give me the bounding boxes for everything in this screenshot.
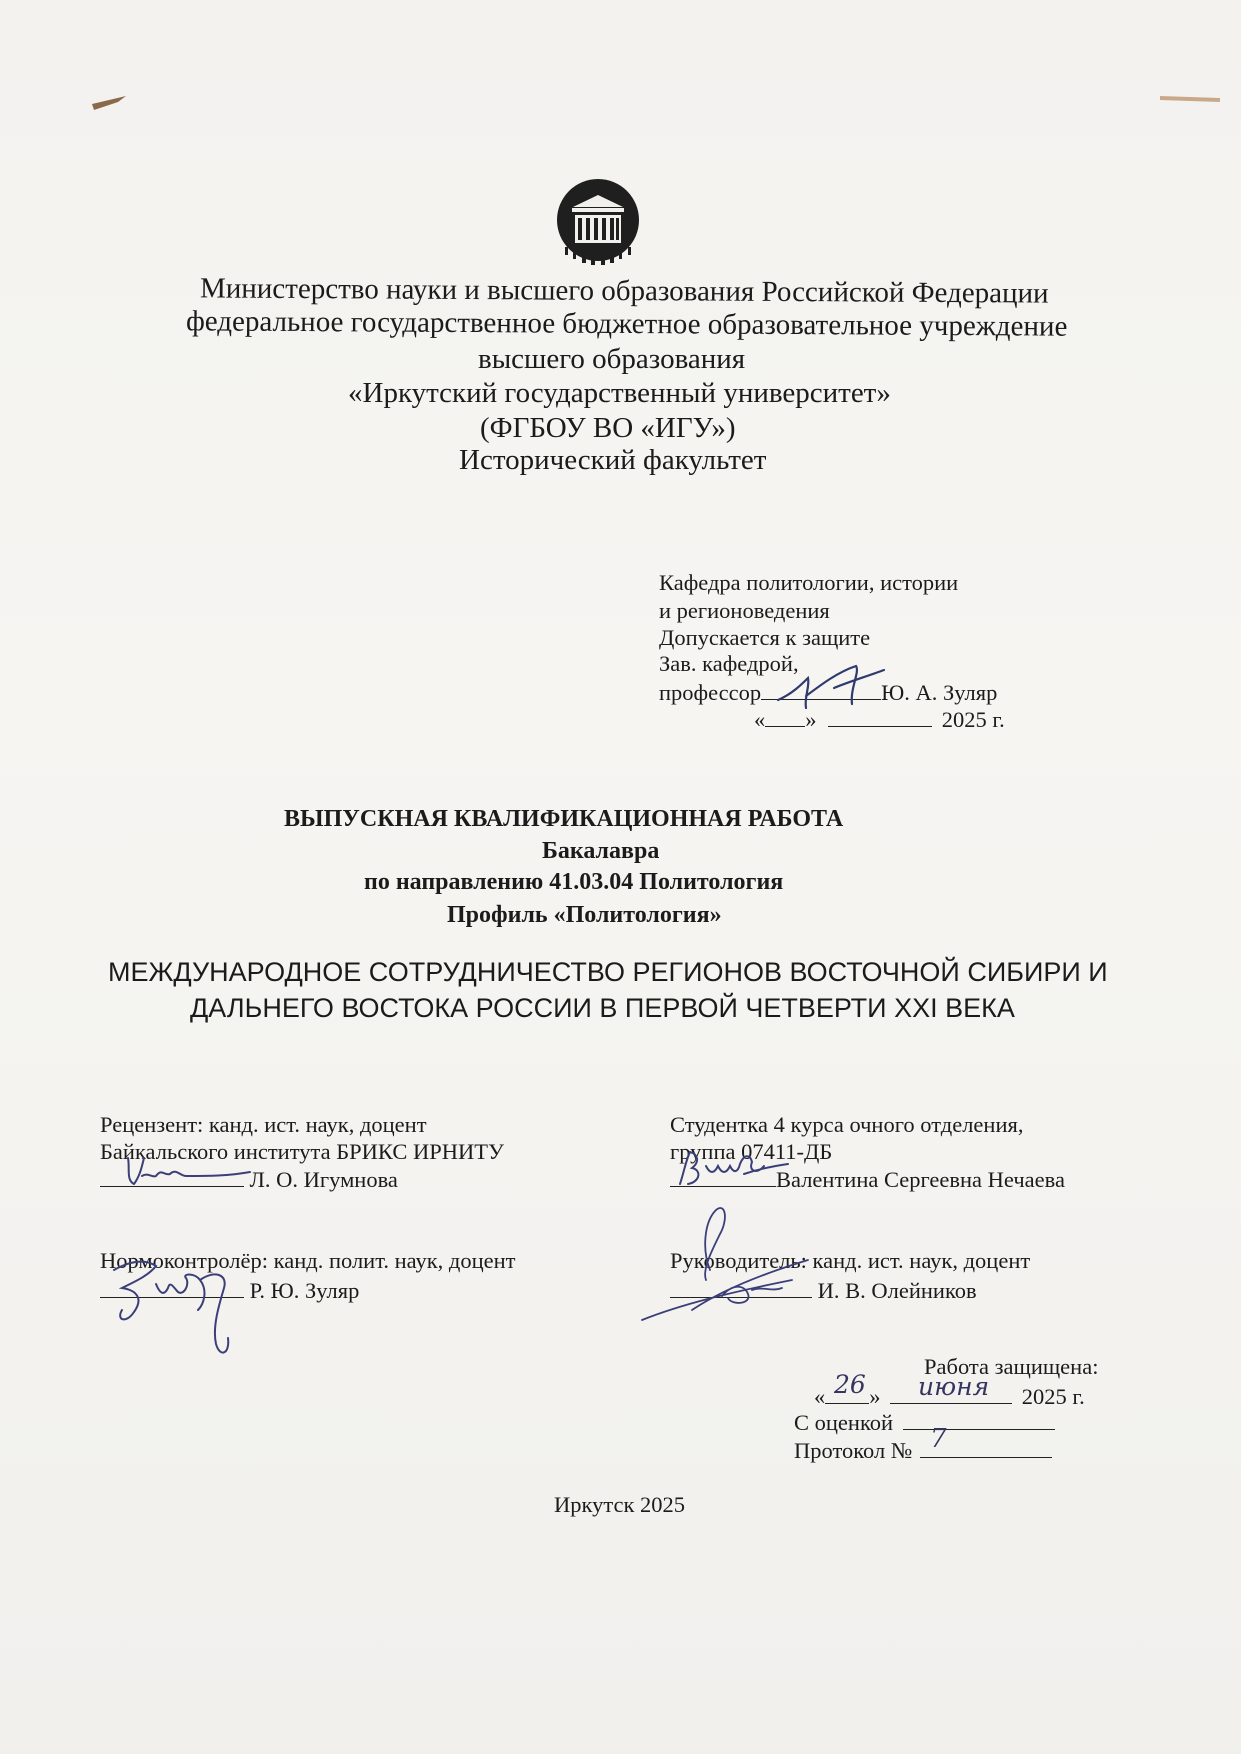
city-year: Иркутск 2025 (554, 1492, 686, 1517)
student-name: Валентина Сергеевна Нечаева (776, 1167, 1065, 1192)
university-name-line: «Иркутский государственный университет» (348, 377, 891, 409)
approval-year: 2025 г. (941, 707, 1005, 732)
defense-date-close: » (869, 1384, 881, 1409)
thesis-title-line-1: МЕЖДУНАРОДНОЕ СОТРУДНИЧЕСТВО РЕГИОНОВ ВОСТОЧНОЙ СИБИРИ И (108, 957, 1108, 987)
university-abbreviation-line: (ФГБОУ ВО «ИГУ») (480, 412, 736, 444)
reviewer-line-2: Байкальского института БРИКС ИРНИТУ (100, 1139, 504, 1164)
admitted-label: Допускается к защите (659, 625, 871, 650)
student-line-2: группа 07411-ДБ (670, 1139, 833, 1164)
defense-label: Работа защищена: (924, 1354, 1099, 1379)
protocol-label: Протокол № (794, 1438, 913, 1463)
faculty-line: Исторический факультет (459, 444, 767, 476)
approval-date-close: » (805, 707, 817, 732)
normocontroller-line-1: Нормоконтролёр: канд. полит. наук, доцент (100, 1248, 516, 1273)
paper-corner-left (92, 96, 126, 116)
thesis-title-line-2: ДАЛЬНЕГО ВОСТОКА РОССИИ В ПЕРВОЙ ЧЕТВЕРТИ XXI ВЕКА (190, 993, 1015, 1023)
approval-date-open: « (754, 707, 766, 732)
approval-day-line (765, 706, 805, 727)
approval-month-line (828, 706, 932, 727)
approval-date-row (754, 706, 1005, 732)
defense-date-open: « (814, 1384, 826, 1409)
reviewer-line-1: Рецензент: канд. ист. наук, доцент (100, 1112, 427, 1137)
grade-label: С оценкой (794, 1410, 894, 1435)
department-line-1: Кафедра политологии, истории (659, 570, 959, 595)
professor-label: профессор (659, 680, 762, 705)
university-building-emblem-icon (555, 177, 641, 273)
normocontroller-name: Р. Ю. Зуляр (249, 1278, 360, 1303)
ministry-line: Министерство науки и высшего образования Российской Федерации (199, 272, 1049, 310)
defense-month: июня (918, 1372, 990, 1401)
reviewer-signature (118, 1146, 258, 1192)
student-line-1: Студентка 4 курса очного отделения, (670, 1112, 1024, 1137)
paper-corner-right (1160, 96, 1220, 108)
grade-line (903, 1409, 1055, 1430)
defense-year: 2025 г. (1021, 1384, 1085, 1409)
institution-type-line: федеральное государственное бюджетное образовательное учреждение (185, 305, 1068, 343)
supervisor-line-1: Руководитель: канд. ист. наук, доцент (670, 1248, 1031, 1273)
supervisor-signature (632, 1200, 832, 1330)
education-level-line: высшего образования (478, 343, 746, 375)
grade-row (794, 1409, 1055, 1435)
protocol-row (794, 1437, 1052, 1463)
head-name: Ю. А. Зуляр (881, 680, 998, 705)
work-type-heading: ВЫПУСКНАЯ КВАЛИФИКАЦИОННАЯ РАБОТА (284, 806, 844, 832)
student-signature (674, 1144, 794, 1192)
direction-heading: по направлению 41.03.04 Политология (364, 869, 784, 895)
protocol-number: 7 (930, 1424, 947, 1454)
department-line-2: и регионоведения (659, 598, 830, 623)
normocontroller-signature (104, 1240, 254, 1364)
defense-day: 26 (834, 1370, 866, 1399)
head-title: Зав. кафедрой, (659, 651, 799, 676)
profile-heading: Профиль «Политология» (447, 902, 722, 928)
reviewer-name: Л. О. Игумнова (249, 1167, 398, 1192)
degree-heading: Бакалавра (542, 838, 660, 864)
supervisor-name: И. В. Олейников (817, 1278, 977, 1303)
